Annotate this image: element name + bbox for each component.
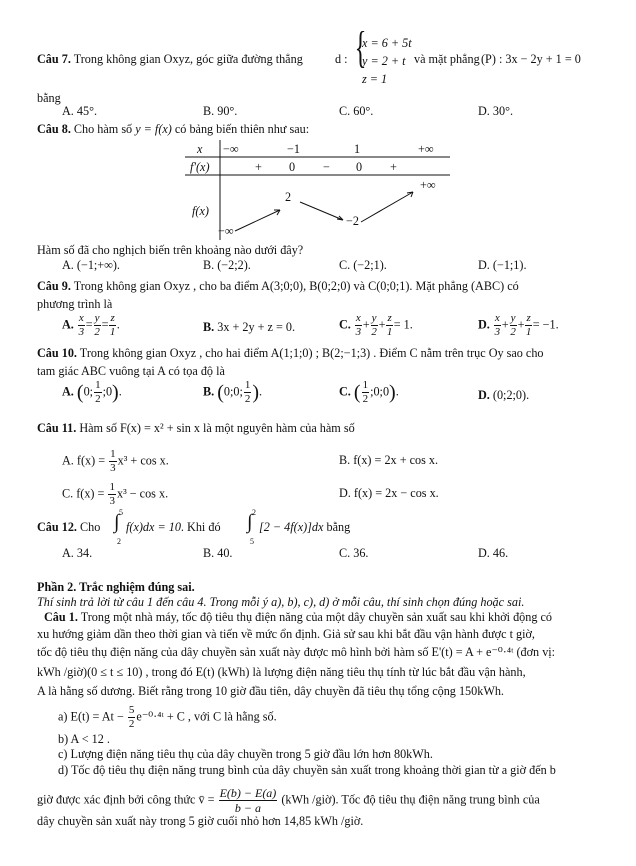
q8-text-a: Cho hàm số: [73, 122, 133, 136]
vt-x-2: 1: [354, 142, 361, 156]
vt-sign-4: +: [390, 160, 397, 174]
q9-c-fy-n: y: [371, 312, 377, 324]
part2-q1-line1: [44, 610, 552, 625]
q9-a-fy-n: y: [94, 312, 100, 324]
q7-brace: {: [354, 23, 367, 72]
part2-q1-line4: kWh /giờ)(0 ≤ t ≤ 10) , trong đó E(t) (kWh) là lượng điện năng tiêu thụ tính từ lúc bắt đầu vận hành,: [37, 665, 526, 679]
vt-row-f: f(x): [192, 204, 209, 218]
vt-f-2: −2: [346, 214, 359, 228]
q9-stem: [37, 279, 519, 294]
q12-option-c[interactable]: C. 36.: [339, 546, 369, 560]
q10-b-n: 1: [244, 379, 251, 391]
q9-option-a[interactable]: A. $\frac{x}{3}$ = $\frac{y}{2}$ = $\frac{z}{1}$ .: [62, 312, 120, 338]
part2-a-n: 5: [128, 704, 135, 716]
q10-text2: tam giác ABC vuông tại A có tọa độ là: [37, 364, 225, 378]
q12-int1: f(x)dx = 10: [126, 520, 181, 534]
q7-option-a[interactable]: A. 45°.: [62, 104, 98, 118]
q12-text-b: . Khi đó: [180, 520, 221, 534]
q11-a-n: 1: [110, 448, 116, 460]
q11-label: Câu 11.: [37, 421, 77, 435]
q8-question: Hàm số đã cho nghịch biến trên khoảng nào dưới đây?: [37, 243, 304, 257]
q10-c-d: 2: [362, 393, 369, 405]
q12-int1-hi: 5: [119, 508, 123, 517]
q11-option-c[interactable]: [62, 482, 168, 507]
q8-option-a[interactable]: A. (−1;+∞).: [62, 258, 120, 272]
q12-stem: [37, 520, 100, 535]
vt-f-3: +∞: [420, 178, 436, 192]
part2-a-pre: a) E(t) = At −: [58, 709, 124, 724]
part2-q1-line5: A là hằng số dương. Biết rằng trong 10 giờ đầu tiên, dây chuyền đã tiêu thụ tổng cộng 150kWh.: [37, 684, 504, 698]
q12-int1-body: [126, 520, 221, 535]
q12-option-d[interactable]: D. 46.: [478, 546, 509, 560]
q12-int1-lo: 2: [117, 537, 121, 546]
q8-func: y = f(x): [135, 122, 172, 136]
q7-sys-x: x = 6 + 5t: [362, 36, 412, 50]
q12-text-c: bằng: [326, 520, 351, 534]
q7-system: [362, 34, 412, 88]
q12-text-a: Cho: [80, 520, 101, 534]
q9-c-fz-d: 1: [386, 326, 393, 338]
q9-d-label: D.: [478, 317, 490, 332]
q9-c-tail: = 1.: [393, 317, 413, 332]
q9-b-label: B.: [203, 320, 215, 334]
vt-row-x: x: [197, 142, 203, 156]
vt-sign-0: +: [255, 160, 262, 174]
q10-text: Trong không gian Oxyz , cho hai điểm A(1;1;0) ; B(2;−1;3) . Điểm C nằm trên trục Oy sao cho: [79, 346, 544, 360]
q7-label: Câu 7.: [37, 52, 71, 66]
q11-option-d[interactable]: D. f(x) = 2x − cos x.: [339, 486, 439, 500]
q9-a-fz-d: 1: [109, 326, 116, 338]
q10-option-c[interactable]: C. ( $\frac{1}{2}$ ;0;0).: [339, 379, 399, 405]
q10-option-d[interactable]: [478, 388, 529, 403]
q12-int2-hi: 2: [252, 508, 256, 517]
vt-f-1: 2: [285, 190, 292, 204]
q7-d-prefix: d :: [335, 52, 348, 66]
q11-a-d: 3: [110, 462, 116, 474]
q7-plane: (P) : 3x − 2y + 1 = 0: [481, 52, 581, 66]
q9-a-fx-n: x: [78, 312, 84, 324]
q7-sys-z: z = 1: [362, 72, 388, 86]
q11-a-pre: A. f(x) =: [62, 453, 106, 468]
q10-option-a[interactable]: A. (0; $\frac{1}{2}$ ;0).: [62, 379, 122, 405]
part2-item-d-line1[interactable]: d) Tốc độ tiêu thụ điện năng trung bình của dây chuyền sản xuất trong khoảng thời gian từ a giờ đến b: [58, 763, 556, 777]
q10-c-label: C.: [339, 384, 351, 399]
part2-q1-line2: xu hướng giảm dần theo thời gian và tiến về mức ổn định. Giả sử sau khi bắt đầu vận hành được t giờ,: [37, 627, 535, 641]
vt-x-1: −1: [287, 142, 300, 156]
part2-q1-line3: tốc độ tiêu thụ điện năng của dây chuyền sản xuất này được mô hình bởi hàm số E'(t) = A + e⁻⁰·⁴ᵗ (đơn vị:: [37, 645, 556, 659]
vt-x-0: −∞: [223, 142, 239, 156]
q9-a-label: A.: [62, 317, 74, 332]
part2-instruction: Thí sinh trả lời từ câu 1 đến câu 4. Trong mỗi ý a), b), c), d) ở mỗi câu, thí sinh chọn đúng hoặc sai.: [37, 595, 525, 609]
q9-a-fy-d: 2: [94, 326, 100, 338]
q7-option-c[interactable]: C. 60°.: [339, 104, 374, 118]
vt-x-3: +∞: [418, 142, 434, 156]
q9-option-c[interactable]: C. $\frac{x}{3}$ + $\frac{y}{2}$ + $\frac{z}{1}$ = 1.: [339, 312, 413, 338]
q10-b-d: 2: [244, 393, 251, 405]
vt-sign-1: 0: [289, 160, 296, 174]
q8-option-d[interactable]: D. (−1;1).: [478, 258, 527, 272]
q9-d-fz-n: z: [526, 312, 531, 324]
q9-c-label: C.: [339, 317, 351, 332]
q9-d-fy-d: 2: [510, 326, 516, 338]
q9-c-fz-n: z: [387, 312, 392, 324]
q7-sys-y: y = 2 + t: [362, 54, 406, 68]
q12-int2-lo: 5: [250, 537, 254, 546]
q11-option-a[interactable]: [62, 449, 169, 474]
q11-text: Hàm số F(x) = x² + sin x là một nguyên hàm của hàm số: [79, 421, 355, 435]
q7-option-b[interactable]: B. 90°.: [203, 104, 238, 118]
part2-q1-label: Câu 1.: [44, 610, 78, 624]
q7-option-d[interactable]: D. 30°.: [478, 104, 514, 118]
q9-text2: phương trình là: [37, 297, 113, 311]
part2-item-c[interactable]: c) Lượng điện năng tiêu thụ của dây chuyền trong 5 giờ đầu lớn hơn 80kWh.: [58, 747, 433, 761]
part2-q1-text1: Trong một nhà máy, tốc độ tiêu thụ điện năng của một dây chuyền sản xuất sau khi khởi động có: [80, 610, 552, 624]
q7-stem: [37, 52, 303, 67]
vt-sign-2: −: [323, 160, 330, 174]
vt-sign-3: 0: [356, 160, 363, 174]
q12-int2-body: [259, 520, 350, 535]
q9-d-fx-n: x: [494, 312, 500, 324]
q10-a-d: 2: [95, 393, 101, 405]
part2-a-d: 2: [128, 718, 135, 730]
q8-label: Câu 8.: [37, 122, 71, 136]
q10-a-label: A.: [62, 384, 74, 399]
q10-label: Câu 10.: [37, 346, 77, 360]
part2-item-d-line2: [37, 787, 540, 814]
q9-d-tail: = −1.: [532, 317, 559, 332]
q9-c-fy-d: 2: [371, 326, 377, 338]
q9-text: Trong không gian Oxyz , cho ba điểm A(3;0;0), B(0;2;0) và C(0;0;1). Mặt phẳng (ABC) có: [73, 279, 519, 293]
q10-d-text: (0;2;0).: [492, 388, 530, 402]
q9-d-fx-d: 3: [494, 326, 501, 338]
q9-d-fy-n: y: [510, 312, 516, 324]
q10-d-label: D.: [478, 388, 490, 402]
q11-c-pre: C. f(x) =: [62, 486, 105, 501]
q7-text: Trong không gian Oxyz, góc giữa đường thẳng: [73, 52, 303, 66]
q9-option-d[interactable]: D. $\frac{x}{3}$ + $\frac{y}{2}$ + $\frac{z}{1}$ = −1.: [478, 312, 559, 338]
vt-f-0: −∞: [218, 224, 234, 238]
q8-option-c[interactable]: C. (−2;1).: [339, 258, 387, 272]
q11-stem: [37, 421, 355, 436]
part2-d-frac-d: b − a: [234, 801, 261, 815]
q7-mid: và mặt phẳng: [414, 52, 480, 66]
part2-d-frac-n: E(b) − E(a): [219, 786, 277, 800]
q12-integral-1: ∫: [114, 511, 120, 533]
q10-a-n: 1: [95, 379, 101, 391]
q10-b-label: B.: [203, 384, 215, 399]
q9-a-tail: .: [116, 317, 120, 332]
q11-c-n: 1: [109, 481, 115, 493]
q9-label: Câu 9.: [37, 279, 71, 293]
q9-c-fx-d: 3: [355, 326, 362, 338]
q10-stem: [37, 346, 544, 361]
q8-stem: [37, 122, 309, 137]
q11-option-b[interactable]: B. f(x) = 2x + cos x.: [339, 453, 439, 467]
q9-option-b[interactable]: [203, 320, 295, 335]
vt-row-fp: f'(x): [190, 160, 210, 174]
q11-c-post: x³ − cos x.: [116, 486, 169, 501]
part2-d-pre: giờ được xác định bởi công thức v̄ =: [37, 792, 215, 807]
q12-integral-2: ∫: [247, 511, 253, 533]
part2-a-exp: e⁻⁰·⁴ᵗ + C , với C là hằng số.: [136, 709, 277, 724]
q10-c-n: 1: [362, 379, 369, 391]
q12-option-b[interactable]: B. 40.: [203, 546, 233, 560]
q9-b-text: 3x + 2y + z = 0.: [217, 320, 296, 334]
part2-item-d-line3: dây chuyền sản xuất này trong 5 giờ cuối nhỏ hơn 14,85 kWh /giờ.: [37, 814, 364, 828]
part2-title: Phần 2. Trắc nghiệm đúng sai.: [37, 580, 195, 594]
q10-option-b[interactable]: B. (0;0; $\frac{1}{2}$ ).: [203, 379, 263, 405]
q9-c-fx-n: x: [355, 312, 361, 324]
q11-c-d: 3: [109, 495, 115, 507]
q8-text-b: có bảng biến thiên như sau:: [174, 122, 310, 136]
q9-d-fz-d: 1: [525, 326, 532, 338]
q9-a-fx-d: 3: [78, 326, 85, 338]
q7-tail: bằng: [37, 91, 61, 105]
q12-label: Câu 12.: [37, 520, 77, 534]
q12-int2: [2 − 4f(x)]dx: [259, 520, 324, 534]
q12-option-a[interactable]: A. 34.: [62, 546, 93, 560]
part2-item-a[interactable]: [58, 705, 277, 730]
q11-a-post: x³ + cos x.: [117, 453, 169, 468]
q8-option-b[interactable]: B. (−2;2).: [203, 258, 251, 272]
part2-d-post: (kWh /giờ). Tốc độ tiêu thụ điện năng trung bình của: [281, 792, 540, 807]
part2-item-b[interactable]: b) A < 12 .: [58, 732, 110, 746]
q9-a-fz-n: z: [110, 312, 115, 324]
